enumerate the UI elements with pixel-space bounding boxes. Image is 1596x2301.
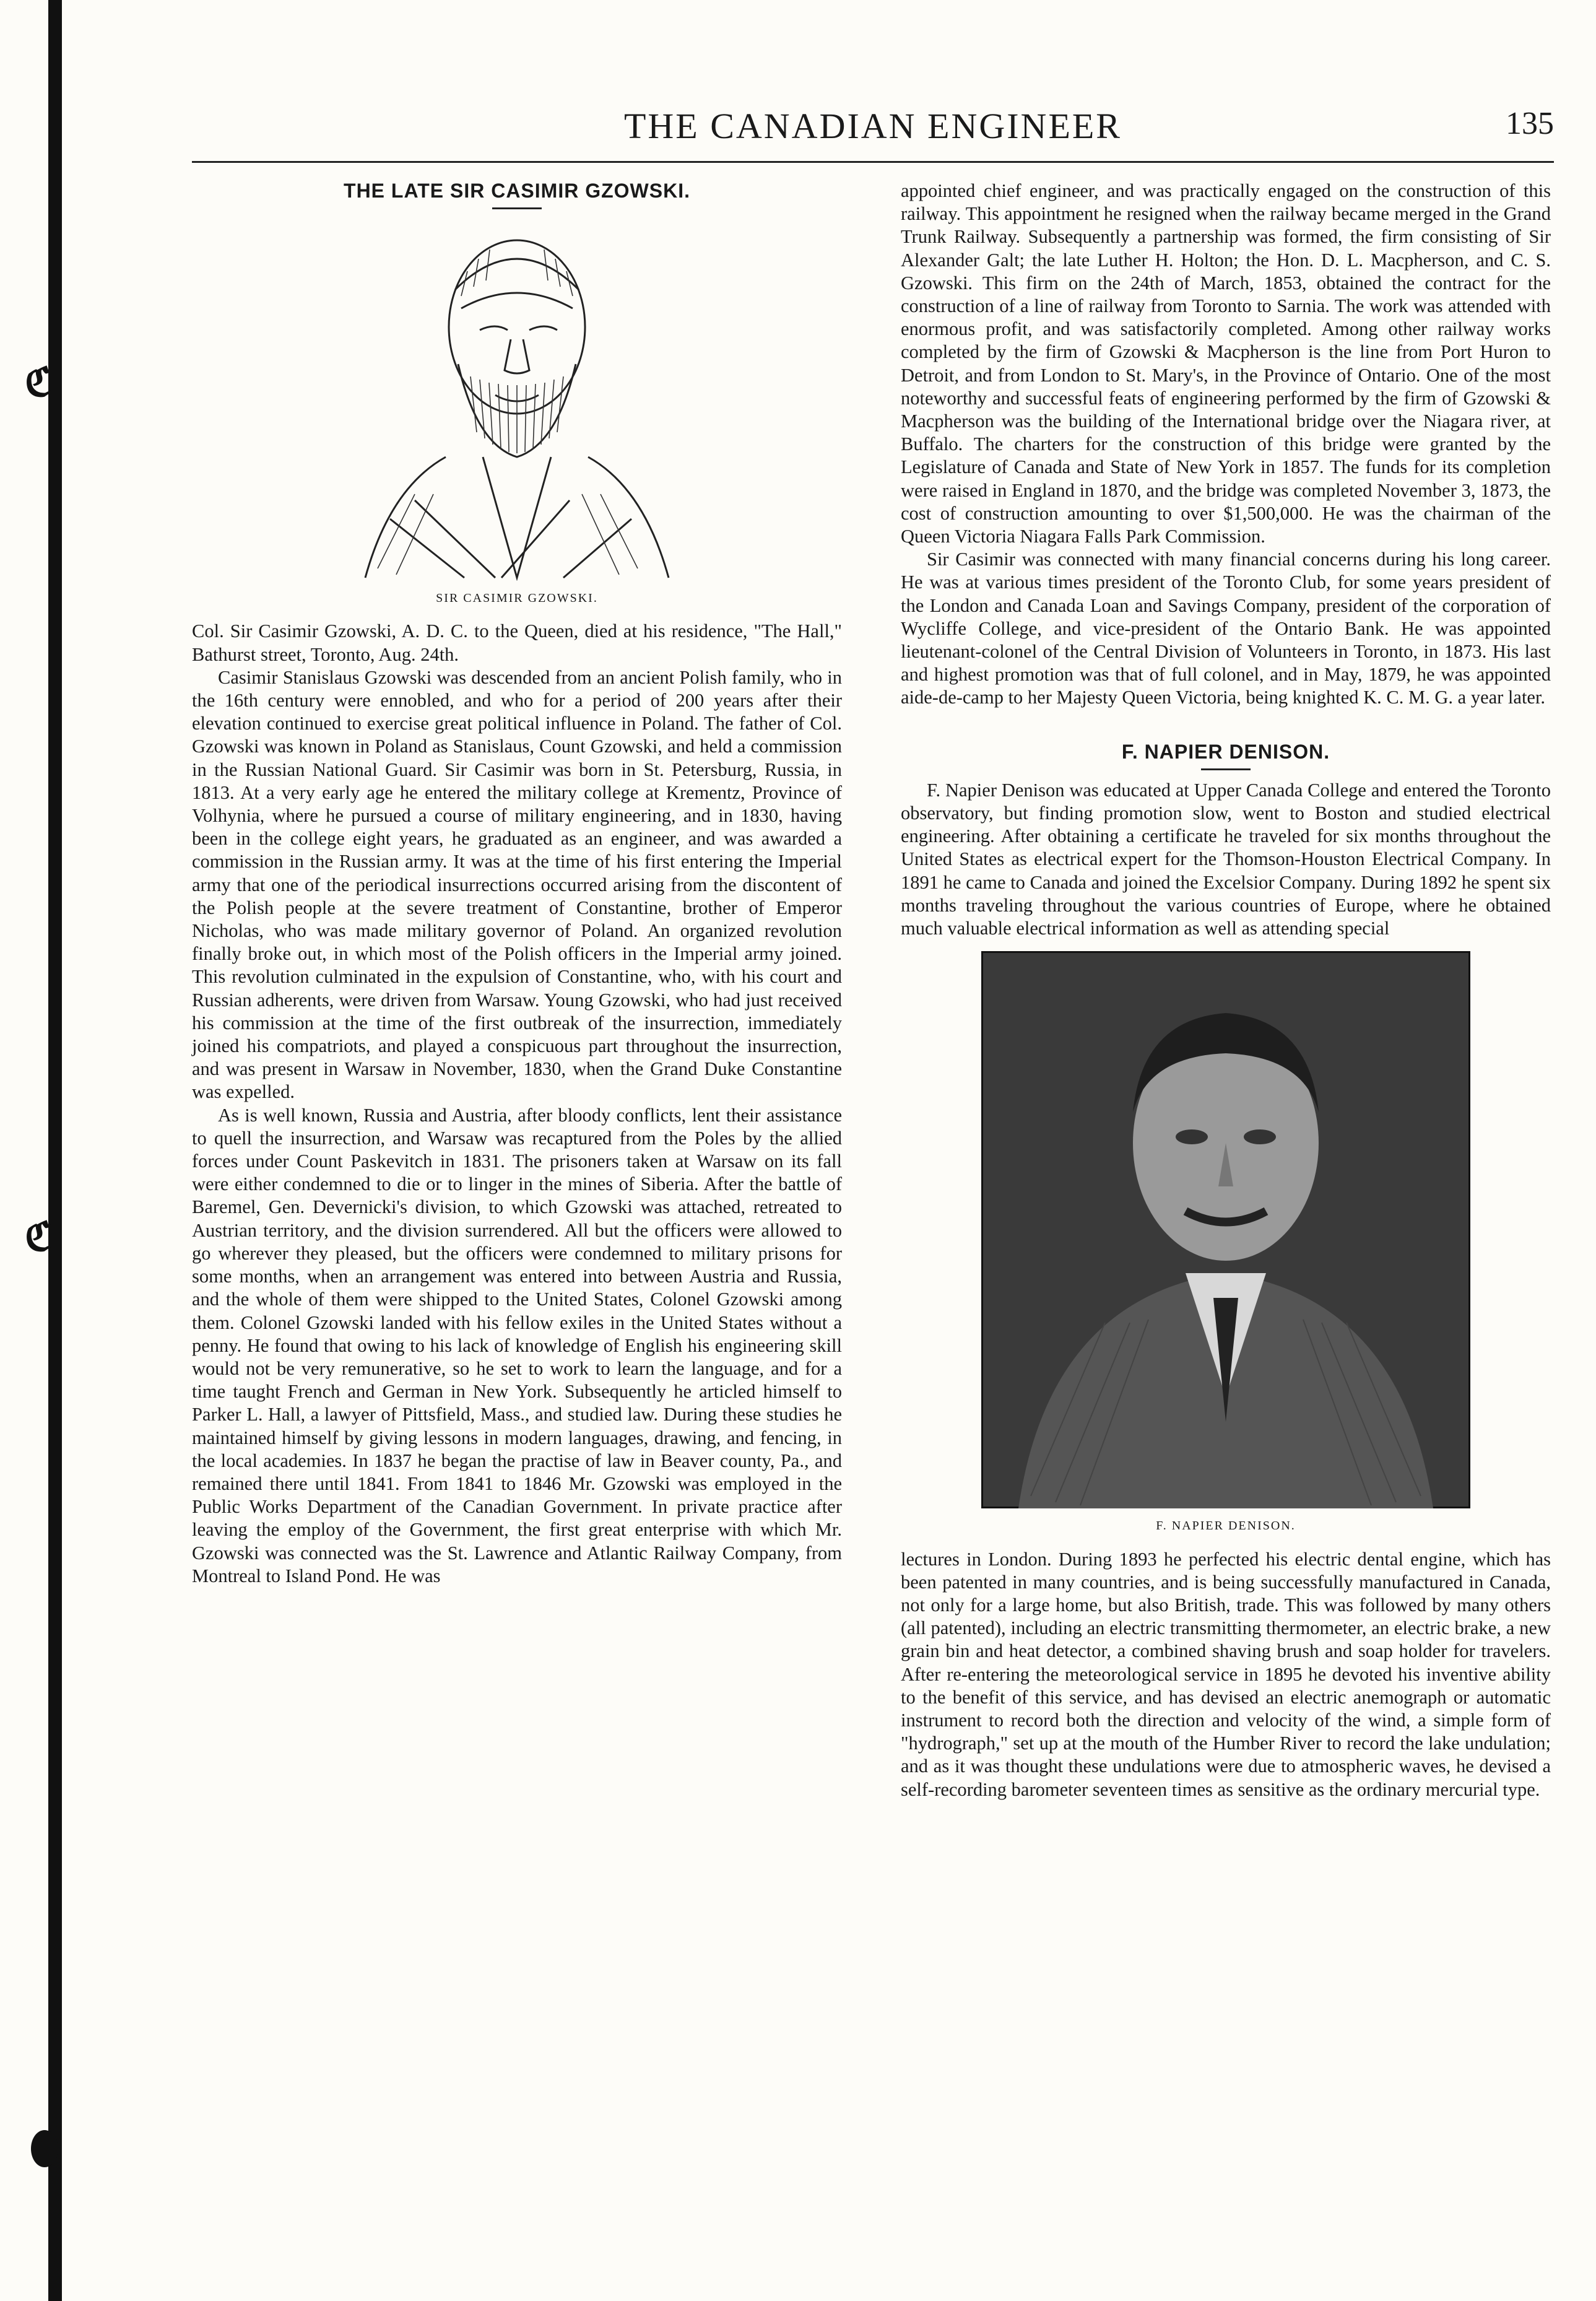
running-header [192,105,1554,163]
article-paragraph: As is well known, Russia and Austria, after bloody conflicts, lent their assistance to quell the insurrection, and Warsaw was recaptured from the Poles by the allied forces under Count Paskevitch in 1831. The prisoners taken at Warsaw on its fall were either condemned to die or to linger in the mines of Siberia. After the battle of Baremel, Gen. Devernicki's division, to which Gzowski was attached, retreated to Austrian territory, and the division surrendered. All but the officers were allowed to go wherever they pleased, but the officers were condemned to military prisons for some months, when an arrangement was entered into between Austria and Russia, and the whole of them were shipped to the United States, Colonel Gzowski among them. Colonel Gzowski landed with his fellow exiles in the United States without a penny. He found that owing to his lack of knowledge of English his engineering skill would not be very remunerative, so he set to work to learn the language, and for a time taught French and German in New York. Subsequently he articled himself to Parker L. Hall, a lawyer of Pittsfield, Mass., and studied law. During these studies he maintained himself by giving lessons in modern languages, drawing, and fencing, in the local academies. In 1837 he began the practise of law in Beaver county, Pa., and remained there until 1841. From 1841 to 1846 Mr. Gzowski was employed in the Public Works Department of the Canadian Government. In private practice after leaving the employ of the Government, the first great enterprise with which Mr. Gzowski was connected was the St. Lawrence and Atlantic Railway Company, from Montreal to Island Pond. He was [192,1104,842,1586]
bleed-through-blot [31,2130,58,2167]
journal-title: THE CANADIAN ENGINEER [623,106,1122,146]
article-paragraph: F. Napier Denison was educated at Upper Canada College and entered the Toronto observatory, but finding promotion slow, went to Boston and studied electrical engineering. After obtaining a certificate he traveled for six months throughout the United States as electrical expert for the Thomson-Houston Electrical Company. In 1891 he came to Canada and joined the Excelsior Company. During 1892 he spent six months traveling throughout the various countries of Europe, where he obtained much valuable electrical information as well as attending special [901,779,1551,939]
right-column [901,180,1551,1801]
heading-rule [1201,768,1251,770]
article-heading: THE LATE SIR CASIMIR GZOWSKI. [344,180,690,202]
left-column [192,180,842,1588]
halftone-portrait-photo [981,951,1470,1508]
portrait-caption: SIR CASIMIR GZOWSKI. [436,591,598,606]
article-paragraph: Col. Sir Casimir Gzowski, A. D. C. to the Queen, died at his residence, "The Hall," Bathurst street, Toronto, Aug. 24th. [192,620,842,665]
heading-rule [492,207,542,209]
article-paragraph: lectures in London. During 1893 he perfected his electric dental engine, which has been patented in many countries, and is being successfully manufactured in Canada, not only for a large home, but also British, trade. This was followed by many others (all patented), including an electric transmitting thermometer, an electric brake, a new grain bin and heat detector, a combined shaving brush and soap holder for travelers. After re-entering the meteorological service in 1895 he devoted his inventive ability to the benefit of this service, and has devised an electric anemograph or automatic instrument to record both the direction and velocity of the wind, a simple form of "hydrograph," set up at the mouth of the Humber River to record the lake undulation; and as it was thought these undulations were due to atmospheric waves, he devised a self-recording barometer seventeen times as sensitive as the ordinary mercurial type. [901,1548,1551,1800]
article-heading: F. NAPIER DENISON. [1121,740,1330,763]
page [192,105,1554,1800]
engraved-portrait [353,222,681,581]
article-paragraph: Casimir Stanislaus Gzowski was descended from an ancient Polish family, who in the 16th century were ennobled, and who for a period of 200 years after their elevation continued to exercise great political influence in Poland. The father of Col. Gzowski was known in Poland as Stanislaus, Count Gzowski, and held a commission in the Russian National Guard. Sir Casimir was born in St. Petersburg, Russia, in 1813. At a very early age he entered the military college at Krementz, Province of Volhynia, where he pursued a course of military engineering, and in 1830, having been in the college eight years, he graduated as an engineer, and was awarded a commission in the Russian army. It was at the time of his first entering the Imperial army that one of the periodical insurrections occurred arising from the discontent of the Polish people at the severe treatment of Constantine, brother of Emperor Nicholas, who was made military governor of Poland. An organized revolution finally broke out, in which most of the Polish officers in the Imperial army joined. This revolution culminated in the expulsion of Constantine, who, with his court and Russian adherents, were driven from Warsaw. Young Gzowski, who had just received his commission at the time of the first outbreak of the insurrection, immediately joined his compatriots, and played a conspicuous part throughout the insurrection, and was present in Warsaw in November, 1830, when the Grand Duke Constantine was expelled. [192,666,842,1103]
photo-caption: F. NAPIER DENISON. [1156,1519,1296,1533]
page-number: 135 [1506,106,1554,141]
binding-edge [48,0,62,2301]
bleed-through-mark: ℭ [25,359,53,406]
article-paragraph: Sir Casimir was connected with many financial concerns during his long career. He was at various times president of the Toronto Club, for some years president of the London and Canada Loan and Savings Company, president of the corporation of Wycliffe College, and vice-president of the Ontario Bank. He was appointed lieutenant-colonel of the Central Division of Volunteers in Toronto, in 1873. His last and highest promotion was that of full colonel, and in May, 1879, he was appointed aide-de-camp to her Majesty Queen Victoria, being knighted K. C. M. G. a year later. [901,549,1551,708]
article-paragraph: appointed chief engineer, and was practically engaged on the construction of this railway. This appointment he resigned when the railway became merged in the Grand Trunk Railway. Subsequently a partnership was formed, the firm consisting of Sir Alexander Galt; the late Luther H. Holton; the Hon. D. L. Macpherson, and C. S. Gzowski. This firm on the 24th of March, 1853, obtained the contract for the construction of a line of railway from Toronto to Sarnia. The work was attended with enormous profit, and was satisfactorily completed. Among other railway works completed by the firm of Gzowski & Macpherson is the line from Port Huron to Detroit, and from London to St. Mary's, in the Province of Ontario. One of the most noteworthy and successful feats of engineering performed by the firm of Gzowski & Macpherson was the building of the International bridge over the Niagara river, at Buffalo. The charters for the construction of this bridge were granted by the Legislature of Canada and State of New York in 1857. The funds for its completion were raised in England in 1870, and the bridge was completed November 3, 1873, the cost of construction amounting to over $1,500,000. He was the chairman of the Queen Victoria Niagara Falls Park Commission. [901,180,1551,547]
bleed-through-mark: ℭ [25,1214,53,1260]
